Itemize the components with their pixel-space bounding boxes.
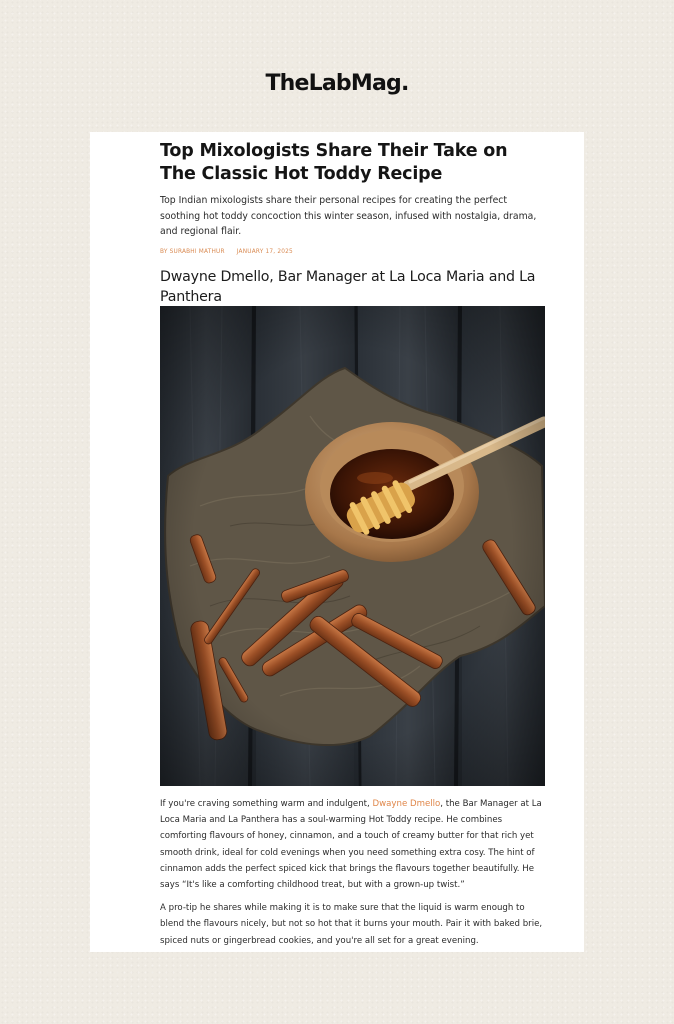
article-header (160, 140, 545, 307)
mixologist-link[interactable]: Dwayne Dmello (372, 799, 441, 809)
paragraph-2: A pro-tip he shares while making it is to make sure that the liquid is warm enough to blend the flavours nicely, but not so hot that it burns your mouth. Pair it with baked brie, spiced nuts or gingerbread cookies, and you're all set for a great evening. (160, 903, 543, 946)
paragraph-1 (160, 796, 548, 893)
article-body (160, 796, 548, 956)
site-logo[interactable]: TheLabMag. (265, 71, 409, 96)
article-card (90, 132, 584, 952)
paragraph-1-intro: If you're craving something warm and indulgent, (160, 799, 373, 809)
publish-date: JANUARY 17, 2025 (236, 248, 293, 255)
honey-cinnamon-photo (160, 306, 545, 786)
author-byline[interactable]: BY SURABHI MATHUR (160, 248, 225, 255)
article-subtitle: Top Indian mixologists share their personal recipes for creating the perfect soothing hot toddy concoction this winter season, infused with nostalgia, drama, and regional flair. (160, 195, 537, 237)
section-heading: Dwayne Dmello, Bar Manager at La Loca Maria and La Panthera (160, 268, 536, 305)
article-meta (160, 249, 545, 255)
article-title: Top Mixologists Share Their Take on The Classic Hot Toddy Recipe (160, 141, 508, 184)
paragraph-1-rest: , the Bar Manager at La Loca Maria and La Panthera has a soul-warming Hot Toddy recipe. He combines comforting flavours of honey, cinnamon, and a touch of creamy butter for that rich yet smooth drink, ideal for cold evenings when you need something extra cosy. The hint of cinnamon adds the perfect spiced kick that brings the flavours together beautifully. He says “It's like a comforting childhood treat, but with a grown-up twist.” (160, 799, 542, 891)
